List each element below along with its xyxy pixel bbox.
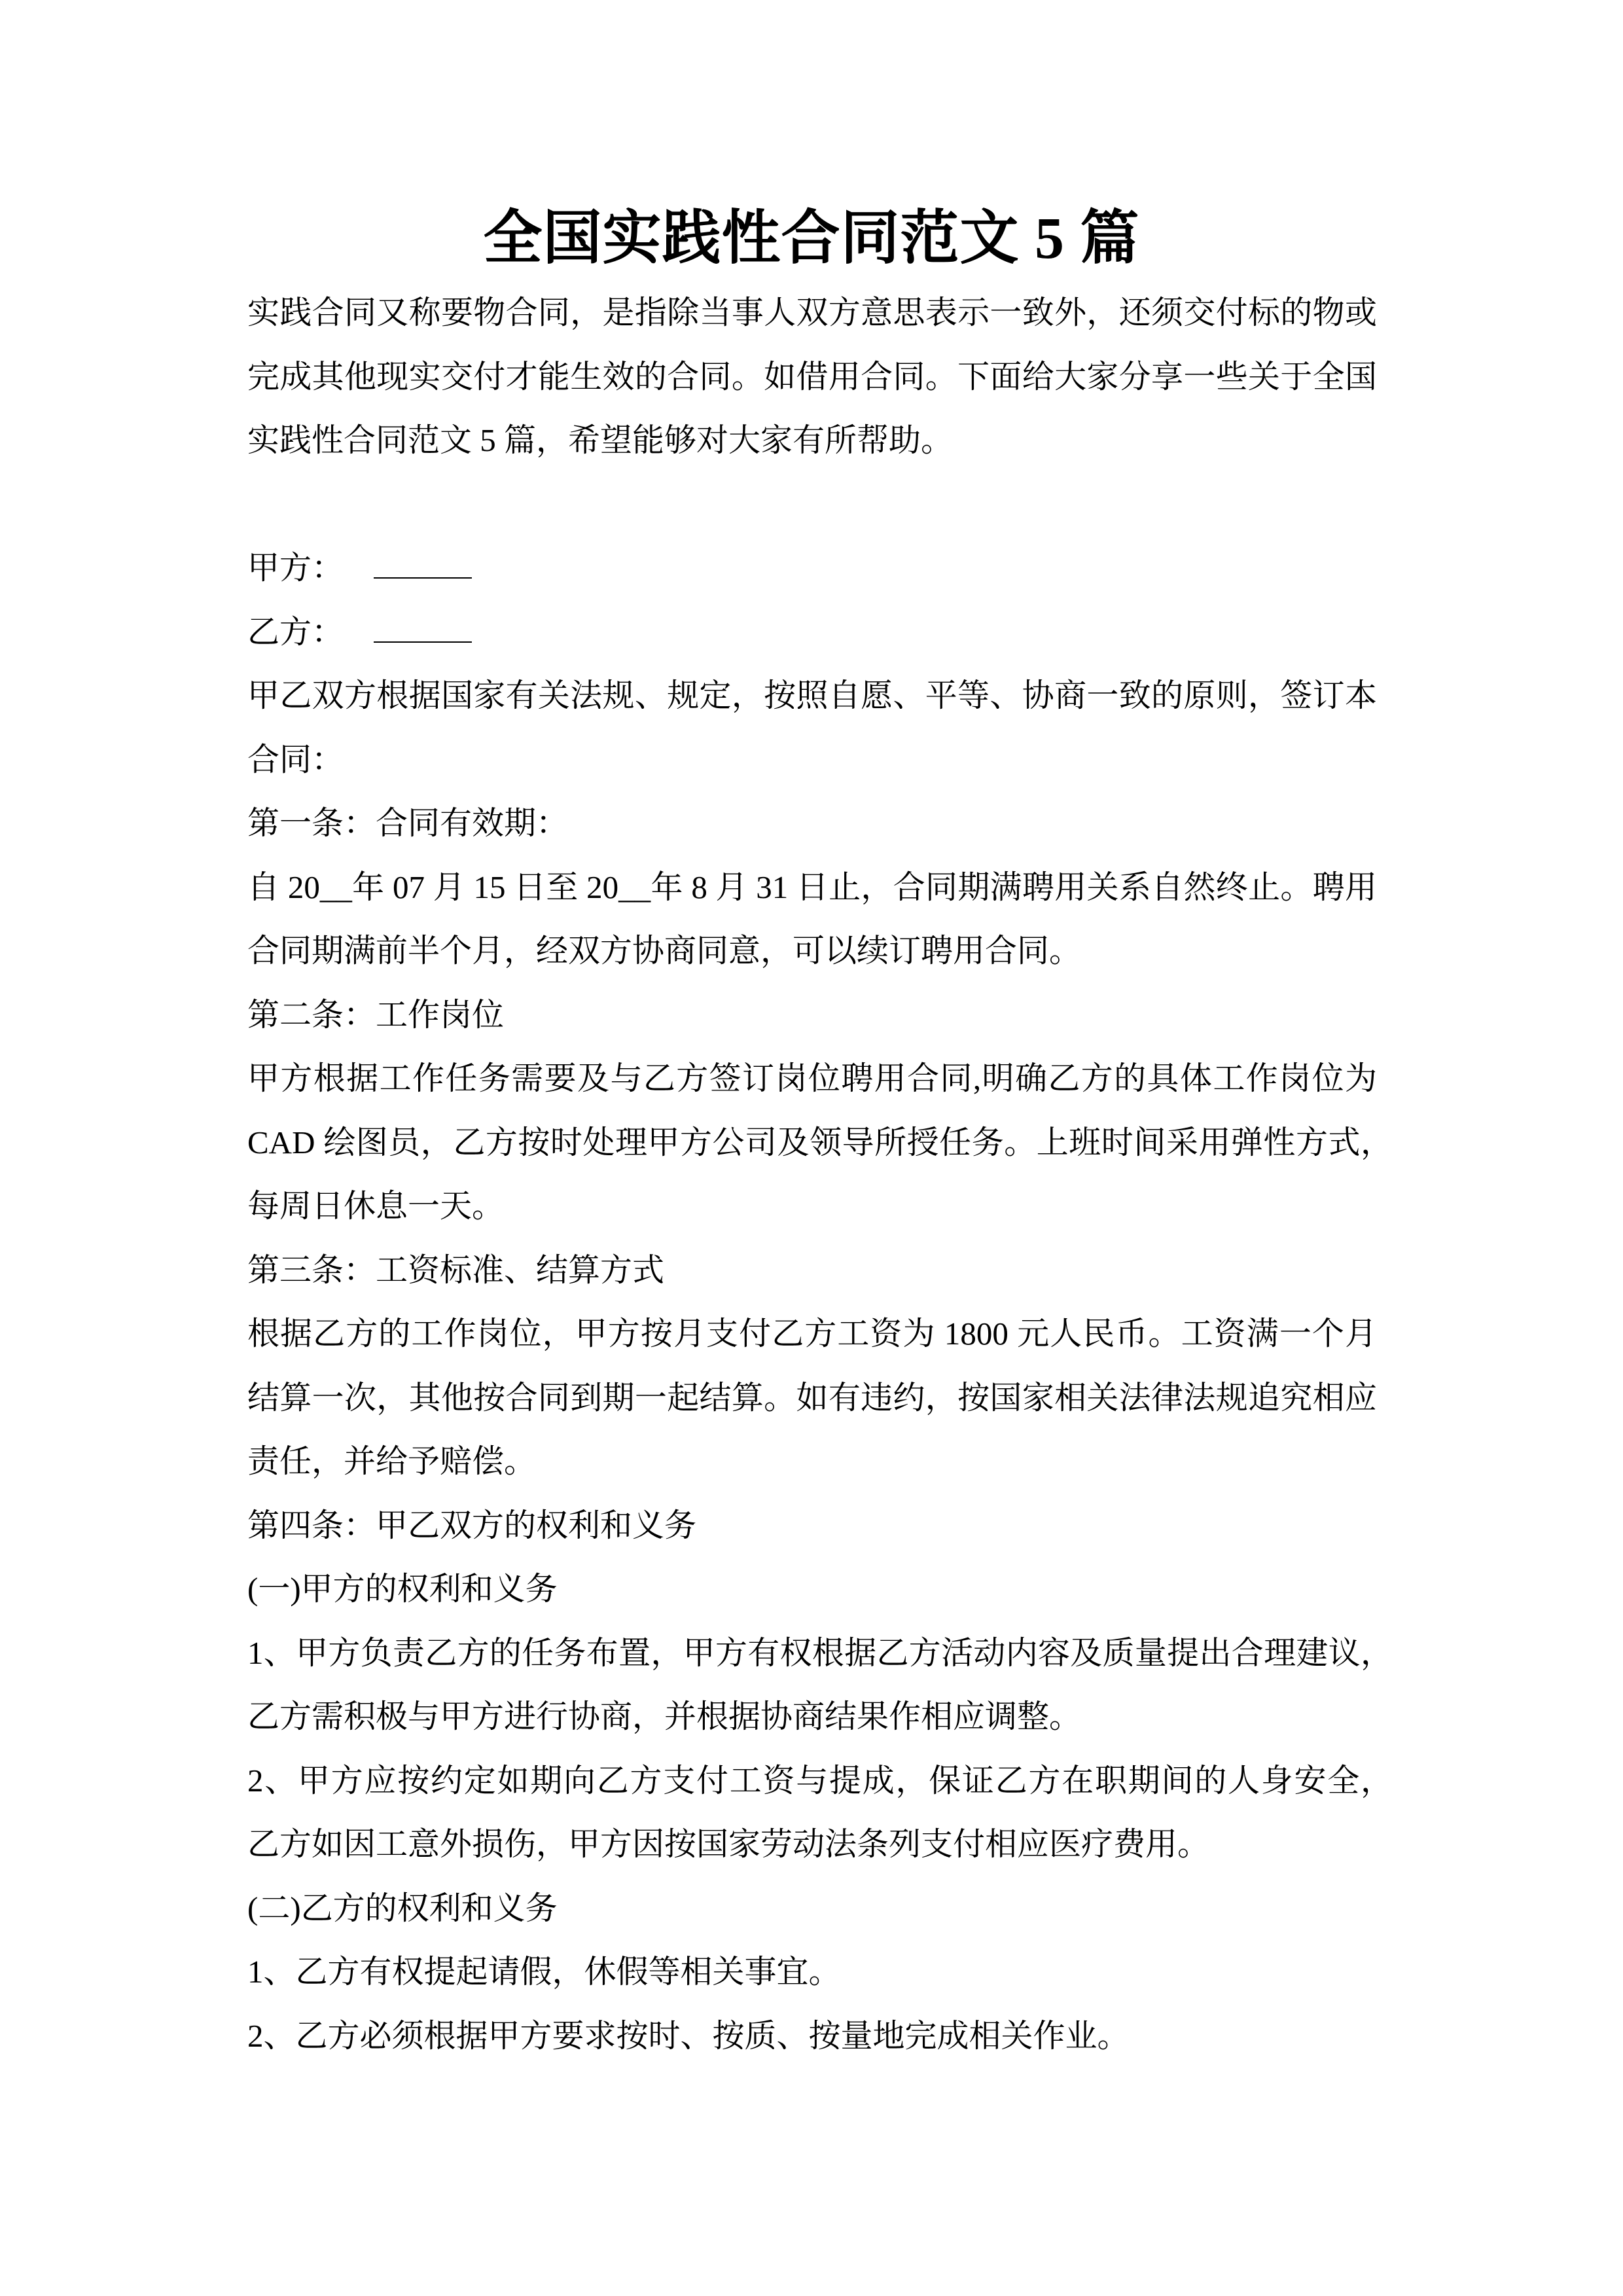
section-a-heading: (一)甲方的权利和义务	[247, 1571, 558, 1607]
party-b-row	[247, 600, 1377, 664]
document-body	[247, 281, 1393, 2068]
section-b-item-1: 1、乙方有权提起请假，休假等相关事宜。	[247, 1954, 841, 1990]
intro-line-3: 实践性合同范文 5 篇，希望能够对大家有所帮助。	[247, 422, 954, 458]
section-a-item-2-line-1: 2、甲方应按约定如期向乙方支付工资与提成，保证乙方在职期间的人身安全，	[247, 1762, 1393, 1799]
article-4-heading: 第四条：甲乙双方的权利和义务	[247, 1507, 697, 1543]
article-2-line-1: 甲方根据工作任务需要及与乙方签订岗位聘用合同,明确乙方的具体工作岗位为	[247, 1060, 1377, 1096]
party-a-blank-field	[374, 577, 472, 579]
article-3-line-2: 结算一次，其他按合同到期一起结算。如有违约，按国家相关法律法规追究相应	[247, 1379, 1377, 1416]
blank-line	[247, 473, 1377, 537]
section-a-item-2-line-2: 乙方如因工意外损伤，甲方因按国家劳动法条列支付相应医疗费用。	[247, 1826, 1210, 1862]
document-title: 全国实践性合同范文 5 篇	[483, 206, 1140, 271]
preamble-line-1: 甲乙双方根据国家有关法规、规定，按照自愿、平等、协商一致的原则，签订本	[247, 677, 1377, 713]
preamble-line-2: 合同：	[247, 741, 344, 778]
section-b-heading: (二)乙方的权利和义务	[247, 1890, 558, 1926]
article-1-line-2: 合同期满前半个月，经双方协商同意，可以续订聘用合同。	[247, 933, 1082, 969]
section-a-item-1-line-2: 乙方需积极与甲方进行协商，并根据协商结果作相应调整。	[247, 1698, 1082, 1734]
intro-line-2: 完成其他现实交付才能生效的合同。如借用合同。下面给大家分享一些关于全国	[247, 358, 1377, 395]
party-a-row	[247, 536, 1377, 600]
section-b-item-2: 2、乙方必须根据甲方要求按时、按质、按量地完成相关作业。	[247, 2017, 1130, 2054]
party-b-label: 乙方：	[247, 613, 344, 650]
article-3-heading: 第三条：工资标准、结算方式	[247, 1251, 665, 1288]
article-3-line-3: 责任，并给予赔偿。	[247, 1443, 537, 1479]
section-a-item-1-line-1: 1、甲方负责乙方的任务布置，甲方有权根据乙方活动内容及质量提出合理建议，	[247, 1634, 1393, 1671]
article-1-heading: 第一条：合同有效期：	[247, 805, 569, 841]
party-b-blank-field	[374, 641, 472, 643]
article-3-line-1: 根据乙方的工作岗位，甲方按月支付乙方工资为 1800 元人民币。工资满一个月	[247, 1316, 1377, 1352]
article-2-heading: 第二条：工作岗位	[247, 996, 505, 1033]
party-a-label: 甲方：	[247, 550, 344, 586]
article-1-line-1: 自 20__年 07 月 15 日至 20__年 8 月 31 日止，合同期满聘用关系自然终止。聘用	[247, 869, 1377, 905]
article-2-line-2: CAD 绘图员，乙方按时处理甲方公司及领导所授任务。上班时间采用弹性方式，	[247, 1124, 1393, 1160]
article-2-line-3: 每周日休息一天。	[247, 1188, 505, 1224]
intro-line-1: 实践合同又称要物合同，是指除当事人双方意思表示一致外，还须交付标的物或	[247, 295, 1377, 331]
